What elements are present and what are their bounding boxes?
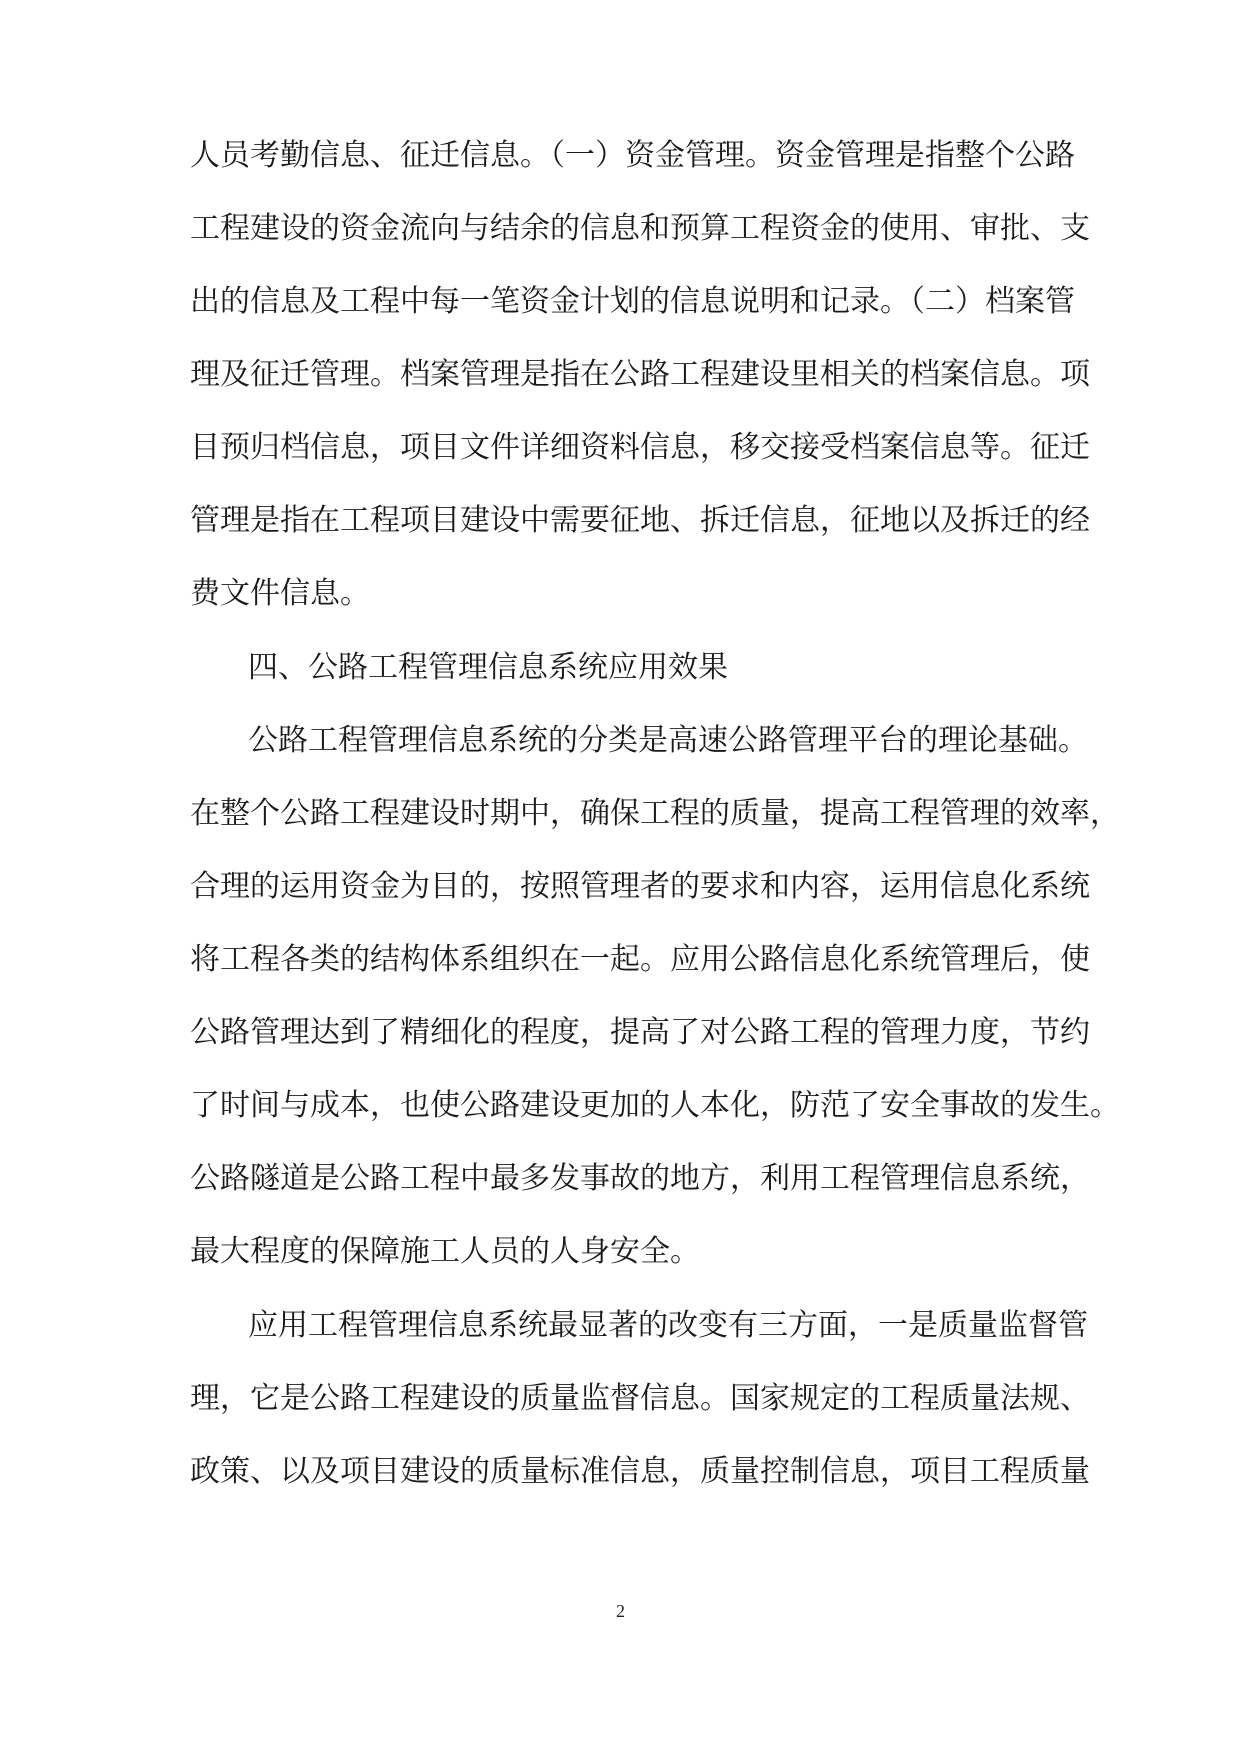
- text-line-15: 公路隧道是公路工程中最多发事故的地方，利用工程管理信息系统，: [190, 1161, 1090, 1196]
- text-line-19: 政策、以及项目建设的质量标准信息，质量控制信息，项目工程质量: [190, 1454, 1090, 1489]
- text-line-13: 公路管理达到了精细化的程度，提高了对公路工程的管理力度，节约: [190, 1015, 1090, 1050]
- text-line-1: 人员考勤信息、征迁信息。（一）资金管理。资金管理是指整个公路: [190, 138, 1075, 173]
- text-line-10: 在整个公路工程建设时期中，确保工程的质量，提高工程管理的效率，: [190, 796, 1120, 831]
- text-line-18: 理，它是公路工程建设的质量监督信息。国家规定的工程质量法规、: [190, 1381, 1090, 1416]
- text-line-11: 合理的运用资金为目的，按照管理者的要求和内容，运用信息化系统: [190, 869, 1090, 904]
- page-number: 2: [616, 1601, 625, 1621]
- text-line-17: 应用工程管理信息系统最显著的改变有三方面，一是质量监督管: [248, 1308, 1088, 1343]
- text-line-16: 最大程度的保障施工人员的人身安全。: [190, 1234, 700, 1269]
- text-line-14: 了时间与成本，也使公路建设更加的人本化，防范了安全事故的发生。: [190, 1088, 1120, 1123]
- text-line-2: 工程建设的资金流向与结余的信息和预算工程资金的使用、审批、支: [190, 211, 1090, 246]
- section-heading: 四、公路工程管理信息系统应用效果: [248, 650, 728, 685]
- text-line-12: 将工程各类的结构体系组织在一起。应用公路信息化系统管理后，使: [190, 942, 1090, 977]
- text-line-5: 目预归档信息，项目文件详细资料信息，移交接受档案信息等。征迁: [190, 430, 1090, 465]
- text-line-9: 公路工程管理信息系统的分类是高速公路管理平台的理论基础。: [248, 723, 1088, 758]
- text-line-7: 费文件信息。: [190, 576, 370, 611]
- text-line-4: 理及征迁管理。档案管理是指在公路工程建设里相关的档案信息。项: [190, 357, 1090, 392]
- text-line-6: 管理是指在工程项目建设中需要征地、拆迁信息，征地以及拆迁的经: [190, 503, 1090, 538]
- text-line-3: 出的信息及工程中每一笔资金计划的信息说明和记录。（二）档案管: [190, 284, 1075, 319]
